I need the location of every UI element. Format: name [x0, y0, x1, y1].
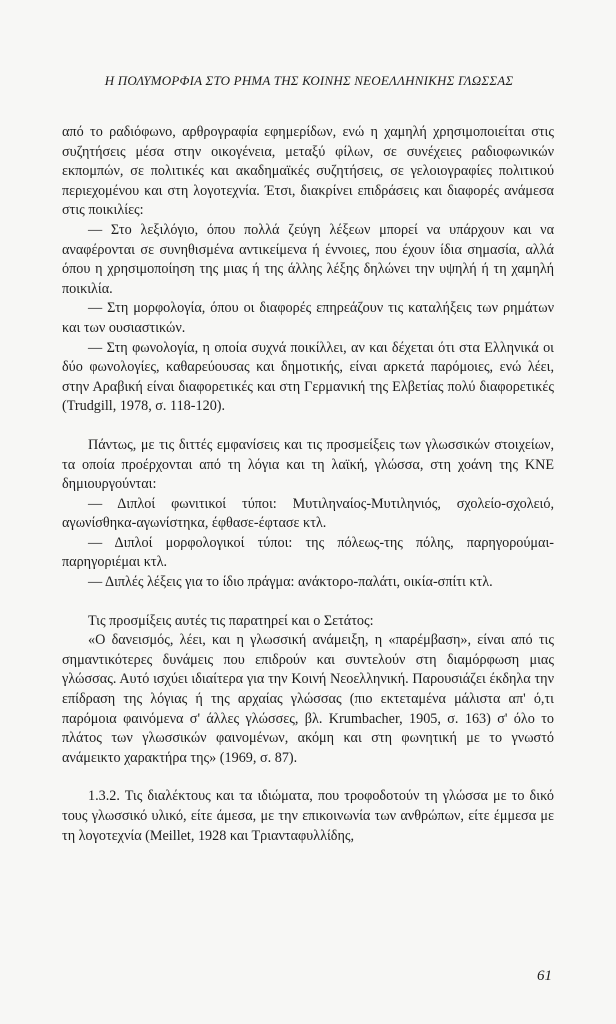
running-title: Η ΠΟΛΥΜΟΡΦΙΑ ΣΤΟ ΡΗΜΑ ΤΗΣ ΚΟΙΝΗΣ ΝΕΟΕΛΛΗΝΙΚΗΣ ΓΛΩΣΣΑΣ	[104, 73, 514, 88]
list-item: — Διπλές λέξεις για το ίδιο πράγμα: ανάκτορο-παλάτι, οικία-σπίτι κτλ.	[88, 574, 493, 591]
list-item: — Διπλοί φωνιτικοί τύποι: Μυτιληναίος-Μυτιληνιός, σχολείο-σχολειό, αγωνίσθηκα-αγωνίστηκα, έφθασε-έφτασε κτλ.	[62, 495, 554, 532]
list-item: — Στη μορφολογία, όπου οι διαφορές επηρεάζουν τις καταλήξεις των ρημάτων και των ουσιαστικών.	[62, 300, 554, 336]
paragraph: Πάντως, με τις διττές εμφανίσεις και τις προσμείξεις των γλωσσικών στοιχείων, τα οποία προέρχονται από τη λόγια και τη λαϊκή, γλώσσα, στη χοάνη της ΚΝΕ δημιουργούνται:	[62, 436, 554, 493]
paragraph: από το ραδιόφωνο, αρθρογραφία εφημερίδων, ενώ η χαμηλή χρησιμοποιείται στις συζητήσεις μέσα στην οικογένεια, μεταξύ φίλων, σε συνέχειες ραδιοφωνικών εκπομπών, σε πολιτικές και ακαδημαϊκές συζητήσεις, σε γελοιογραφίες πολιτικού περιεχομένου και στη λογοτεχνία. Έτσι, διακρίνει επιδράσεις και διαφορές ανάμεσα στις ποικιλίες:	[62, 124, 554, 219]
block-quote: «Ο δανεισμός, λέει, και η γλωσσική ανάμειξη, η «παρέμβαση», είναι από τις σημαντικότερες δυνάμεις που επιδρούν και συντελούν στη διαμόρφωση μιας γλώσσας. Αυτό ισχύει ιδιαίτερα για την Κοινή Νεοελληνική. Παρουσιάζει έκδηλα την επίδραση της λόγιας ή της αρχαίας γλώσσας (πιο εκτεταμένα μάλιστα απ' ό,τι παρόμοια φαινόμενα σ' άλλες γλώσσες, βλ. Krumbacher, 1905, σ. 163) σ' όλο το πλάτος των γλωσσικών φαινομένων, ακόμη και στη φωνητική με το γνωστό ανάμεικτο χαρακτήρα της» (1969, σ. 87).	[62, 632, 554, 766]
paragraph: Τις προσμίξεις αυτές τις παρατηρεί και ο Σετάτος:	[88, 612, 374, 629]
list-item: — Στη φωνολογία, η οποία συχνά ποικίλλει, αν και δέχεται ότι στα Ελληνικά οι δύο φωνολογίες, καθαρεύουσας και δημοτικής, είναι αρκετά παρόμοιες, ενώ λέει, στην Αραβική είναι διαφορετικές και στη Γερμανική της Ελβετίας πολύ διαφορετικές (Trudgill, 1978, σ. 118-120).	[62, 339, 554, 415]
list-item: — Στο λεξιλόγιο, όπου πολλά ζεύγη λέξεων μπορεί να υπάρχουν και να αναφέρονται σε συνηθισμένα αντικείμενα ή έννοιες, που έχουν ίδια σημασία, αλλά όπου η χρησιμοποίηση της μιας ή της άλλης λέξης δηλώνει την υψηλή ή τη χαμηλή ποικιλία.	[62, 221, 554, 297]
page-number: 61	[537, 968, 552, 984]
body-text	[62, 123, 554, 846]
section-paragraph: 1.3.2. Τις διαλέκτους και τα ιδιώματα, που τροφοδοτούν τη γλώσσα με το δικό τους γλωσσικό υλικό, είτε άμεσα, με την επικοινωνία των ανθρώπων, είτε έμμεσα με τη λογοτεχνία (Meillet, 1928 και Τριανταφυλλίδης,	[62, 788, 554, 844]
list-item: — Διπλοί μορφολογικοί τύποι: της πόλεως-της πόλης, παρηγορούμαι-παρηγοριέμαι κτλ.	[62, 534, 554, 571]
